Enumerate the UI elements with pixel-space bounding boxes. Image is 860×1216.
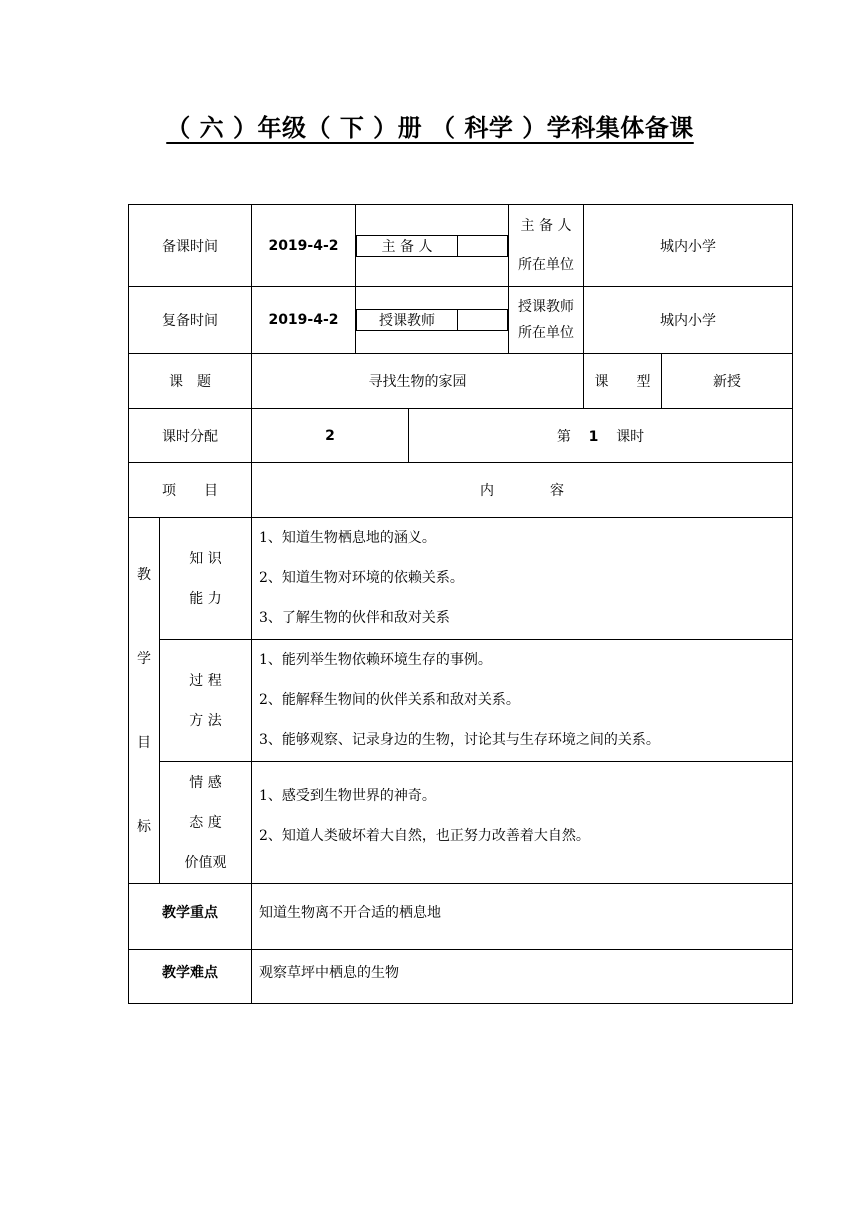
row-emotion: [129, 762, 793, 884]
row-key-point: [129, 884, 793, 950]
teacher-unit-label: 授课教师 所在单位: [509, 287, 584, 354]
row-hours: [129, 409, 793, 463]
hours-label: 课时分配: [129, 409, 252, 463]
type-label: 课 型: [584, 354, 662, 409]
main-preparer-unit-value: 城内小学: [584, 205, 793, 287]
row-item-header: [129, 463, 793, 518]
hours-value: 2: [252, 409, 409, 463]
main-preparer-value: [458, 235, 508, 256]
list-item: 3、了解生物的伙伴和敌对关系: [259, 610, 450, 626]
topic-value: 寻找生物的家园: [252, 354, 584, 409]
key-point-value: 知道生物离不开合适的栖息地: [252, 884, 793, 950]
prep-time-label: 备课时间: [129, 205, 252, 287]
list-item: 1、感受到生物世界的神奇。: [259, 788, 436, 804]
list-item: 2、能解释生物间的伙伴关系和敌对关系。: [259, 692, 520, 708]
row-topic: [129, 354, 793, 409]
main-preparer-unit-label: 主 备 人 所在单位: [509, 205, 584, 287]
difficulty-label: 教学难点: [129, 950, 252, 1004]
emotion-attitude-label: 情 感 态 度 价值观: [160, 762, 252, 884]
row-review-time: [129, 287, 793, 354]
process-items: [252, 640, 793, 762]
row-difficulty: [129, 950, 793, 1004]
difficulty-value: 观察草坪中栖息的生物: [252, 950, 793, 1004]
main-preparer-label: 主 备 人: [357, 235, 458, 256]
teacher-value: [458, 310, 508, 331]
type-value: 新授: [662, 354, 793, 409]
review-time-value: 2019-4-2: [252, 287, 356, 354]
row-process: [129, 640, 793, 762]
list-item: 2、知道人类破坏着大自然，也正努力改善着大自然。: [259, 828, 590, 844]
list-item: 2、知道生物对环境的依赖关系。: [259, 570, 464, 586]
lesson-plan-table: [128, 204, 793, 1004]
key-point-label: 教学重点: [129, 884, 252, 950]
page-title: （ 六 ）年级（ 下 ）册 （ 科学 ）学科集体备课: [166, 114, 694, 142]
teacher-unit-value: 城内小学: [584, 287, 793, 354]
item-label: 项 目: [129, 463, 252, 518]
list-item: 1、知道生物栖息地的涵义。: [259, 530, 436, 546]
topic-label: 课 题: [129, 354, 252, 409]
process-method-label: 过 程 方 法: [160, 640, 252, 762]
knowledge-items: [252, 518, 793, 640]
prep-time-value: 2019-4-2: [252, 205, 356, 287]
row-knowledge: [129, 518, 793, 640]
lesson-number: 第 1 课时: [409, 409, 793, 463]
teaching-objectives-label: 教 学 目 标: [129, 518, 160, 884]
list-item: 1、能列举生物依赖环境生存的事例。: [259, 652, 492, 668]
emotion-items: [252, 762, 793, 884]
list-item: 3、能够观察、记录身边的生物，讨论其与生存环境之间的关系。: [259, 732, 660, 748]
knowledge-ability-label: 知 识 能 力: [160, 518, 252, 640]
teacher-label: 授课教师: [357, 310, 458, 331]
content-label: 内 容: [252, 463, 793, 518]
row-prep-time: [129, 205, 793, 287]
review-time-label: 复备时间: [129, 287, 252, 354]
